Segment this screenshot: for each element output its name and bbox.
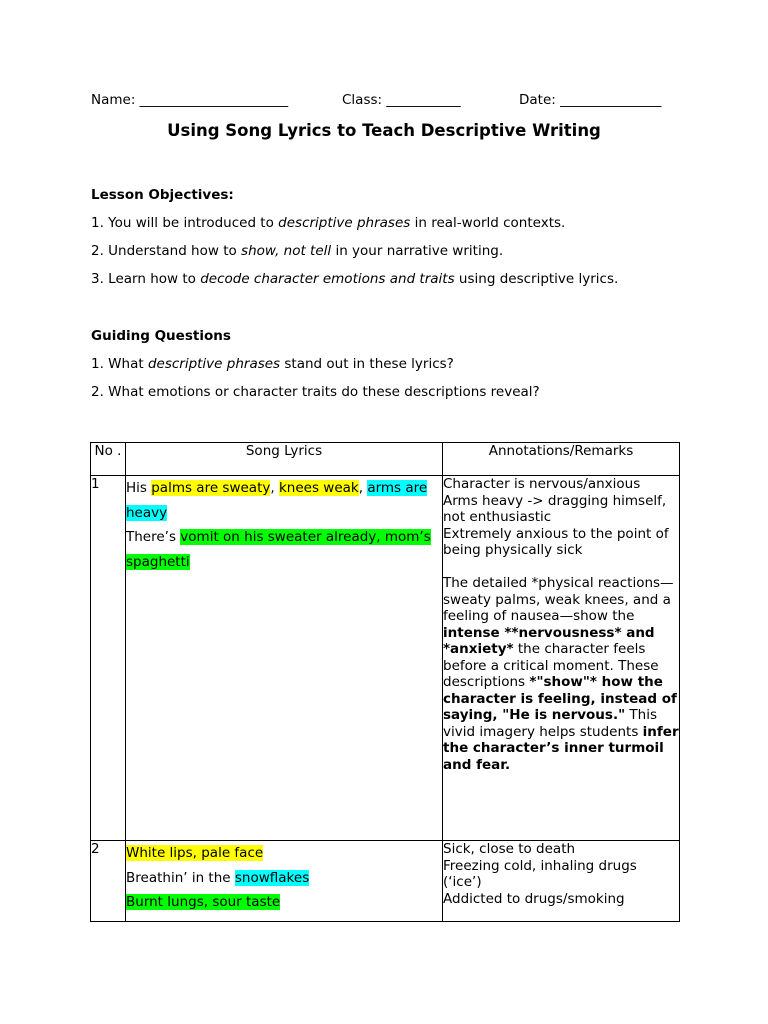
guiding-questions-heading: Guiding Questions	[91, 328, 231, 344]
lyric-line: His palms are sweaty, knees weak, arms are heavy	[126, 480, 428, 521]
highlight-cyan: arms are heavy	[126, 480, 428, 521]
worksheet-header	[91, 92, 691, 110]
objective-item-3: 3. Learn how to decode character emotions and traits using descriptive lyrics.	[91, 271, 619, 287]
objective-item-1: 1. You will be introduced to descriptive phrases in real-world contexts.	[91, 215, 566, 231]
lyric-line	[126, 841, 442, 866]
column-header-song-lyrics: Song Lyrics	[126, 443, 443, 476]
column-header-no: No .	[91, 443, 126, 476]
class-field: Class: ___________	[342, 92, 461, 108]
remark-line: Freezing cold, inhaling drugs (‘ice’)	[443, 857, 637, 890]
table-row	[91, 841, 680, 922]
highlight-yellow: White lips, pale face	[126, 845, 264, 861]
highlight-green: Burnt lungs, sour taste	[126, 894, 281, 910]
lyrics-table	[90, 442, 680, 922]
lyric-line	[126, 890, 442, 915]
row-number: 1	[91, 476, 126, 841]
column-header-remarks: Annotations/Remarks	[443, 443, 680, 476]
objective-item-2: 2. Understand how to show, not tell in your narrative writing.	[91, 243, 504, 259]
remark-line: Extremely anxious to the point of being physically sick	[443, 525, 669, 558]
remark-line: Arms heavy -> dragging himself, not enthusiastic	[443, 492, 667, 525]
lyrics-cell	[126, 476, 443, 841]
remarks-cell	[443, 841, 680, 922]
remarks-cell	[443, 476, 680, 841]
row-number: 2	[91, 841, 126, 922]
guiding-question-2: 2. What emotions or character traits do these descriptions reveal?	[91, 384, 540, 400]
page-title: Using Song Lyrics to Teach Descriptive Writing	[167, 121, 601, 140]
guiding-question-1: 1. What descriptive phrases stand out in these lyrics?	[91, 356, 454, 372]
lyrics-cell	[126, 841, 443, 922]
remark-line: Character is nervous/anxious	[443, 476, 641, 492]
highlight-yellow: knees weak	[278, 480, 359, 496]
remark-line: Sick, close to death	[443, 841, 576, 857]
remark-paragraph: The detailed *physical reactions—sweaty palms, weak knees, and a feeling of nausea—show the intense **nervousness* and *anxiety* the character feels before a critical moment. These descriptions *"show"* how the character is feeling, instead of saying, "He is nervous." This vivid imagery helps students infer the character’s inner turmoil and fear.	[443, 575, 679, 773]
remark-line: Addicted to drugs/smoking	[443, 890, 625, 907]
lyric-line: Breathin’ in the snowflakes	[126, 869, 310, 886]
objectives-heading: Lesson Objectives:	[91, 187, 234, 203]
lyric-line: There’s vomit on his sweater already, mom’s spaghetti	[126, 529, 431, 570]
name-field: Name: ______________________	[91, 92, 289, 108]
table-header-row	[91, 443, 680, 476]
highlight-cyan: snowflakes	[234, 869, 310, 886]
date-field: Date: _______________	[519, 92, 662, 108]
table-row	[91, 476, 680, 841]
highlight-yellow: palms are sweaty	[151, 480, 271, 496]
highlight-green: vomit on his sweater already, mom’s spaghetti	[126, 529, 431, 570]
